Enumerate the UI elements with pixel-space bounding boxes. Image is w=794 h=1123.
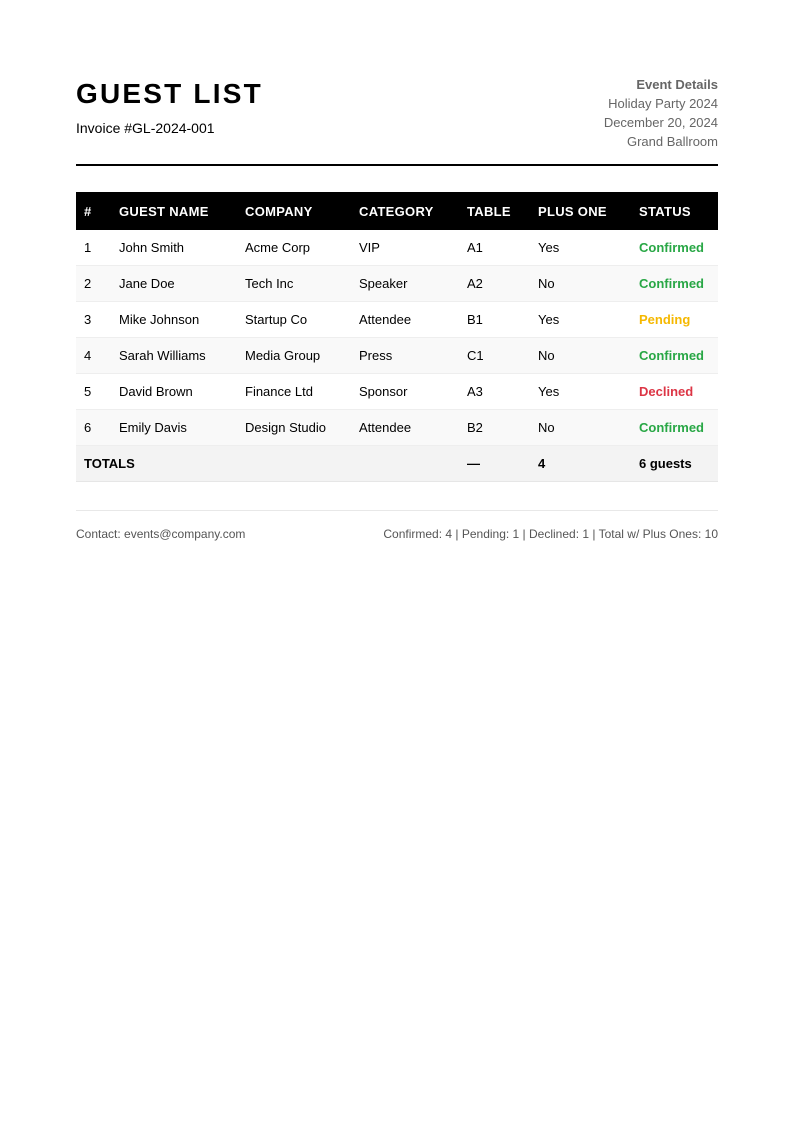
cell-number: 3 bbox=[76, 302, 111, 338]
cell-guest-name: John Smith bbox=[111, 230, 237, 266]
col-header-category: CATEGORY bbox=[359, 203, 434, 219]
event-venue: Grand Ballroom bbox=[626, 134, 718, 149]
cell-table: C1 bbox=[459, 338, 530, 374]
cell-number: 2 bbox=[76, 266, 111, 302]
event-details-heading: Event Details bbox=[636, 77, 718, 92]
status-summary: Confirmed: 4 | Pending: 1 | Declined: 1 | Total w/ Plus Ones: 10 bbox=[383, 527, 718, 541]
event-date: December 20, 2024 bbox=[603, 115, 718, 130]
cell-category: Sponsor bbox=[351, 374, 459, 410]
cell-plus-one: No bbox=[530, 410, 631, 446]
cell-company: Media Group bbox=[237, 338, 351, 374]
status-badge: Confirmed bbox=[631, 410, 718, 446]
cell-category: VIP bbox=[351, 230, 459, 266]
cell-table: B2 bbox=[459, 410, 530, 446]
document-header bbox=[76, 0, 718, 166]
cell-guest-name: Sarah Williams bbox=[111, 338, 237, 374]
totals-label: TOTALS bbox=[76, 446, 459, 482]
totals-table: — bbox=[459, 446, 530, 482]
cell-table: A2 bbox=[459, 266, 530, 302]
cell-category: Speaker bbox=[351, 266, 459, 302]
contact-info: Contact: events@company.com bbox=[76, 527, 246, 541]
cell-plus-one: Yes bbox=[530, 302, 631, 338]
table-row bbox=[76, 338, 718, 374]
status-badge: Declined bbox=[631, 374, 718, 410]
invoice-number: Invoice #GL-2024-001 bbox=[76, 120, 215, 136]
table-row bbox=[76, 302, 718, 338]
cell-company: Startup Co bbox=[237, 302, 351, 338]
cell-guest-name: Emily Davis bbox=[111, 410, 237, 446]
table-header-row bbox=[76, 192, 718, 230]
event-details bbox=[604, 75, 718, 151]
totals-plus-one: 4 bbox=[530, 446, 631, 482]
cell-plus-one: No bbox=[530, 338, 631, 374]
cell-company: Design Studio bbox=[237, 410, 351, 446]
cell-number: 4 bbox=[76, 338, 111, 374]
cell-company: Acme Corp bbox=[237, 230, 351, 266]
page-title: GUEST LIST bbox=[76, 78, 263, 109]
cell-plus-one: Yes bbox=[530, 374, 631, 410]
status-badge: Confirmed bbox=[631, 266, 718, 302]
cell-guest-name: Mike Johnson bbox=[111, 302, 237, 338]
col-header-number: # bbox=[84, 203, 92, 219]
guest-list-document bbox=[76, 0, 718, 541]
cell-number: 1 bbox=[76, 230, 111, 266]
table-row bbox=[76, 266, 718, 302]
cell-category: Attendee bbox=[351, 410, 459, 446]
col-header-plus-one: PLUS ONE bbox=[538, 203, 607, 219]
cell-table: A1 bbox=[459, 230, 530, 266]
cell-category: Attendee bbox=[351, 302, 459, 338]
cell-table: A3 bbox=[459, 374, 530, 410]
footer-divider bbox=[76, 510, 718, 511]
status-badge: Confirmed bbox=[631, 230, 718, 266]
col-header-guest-name: GUEST NAME bbox=[119, 203, 209, 219]
cell-number: 6 bbox=[76, 410, 111, 446]
table-row bbox=[76, 230, 718, 266]
status-badge: Confirmed bbox=[631, 338, 718, 374]
table-row bbox=[76, 374, 718, 410]
event-name: Holiday Party 2024 bbox=[608, 96, 718, 111]
cell-guest-name: Jane Doe bbox=[111, 266, 237, 302]
guest-table bbox=[76, 192, 718, 482]
totals-row bbox=[76, 446, 718, 482]
table-row bbox=[76, 410, 718, 446]
cell-number: 5 bbox=[76, 374, 111, 410]
cell-plus-one: Yes bbox=[530, 230, 631, 266]
cell-table: B1 bbox=[459, 302, 530, 338]
col-header-table: TABLE bbox=[467, 203, 511, 219]
cell-company: Tech Inc bbox=[237, 266, 351, 302]
cell-guest-name: David Brown bbox=[111, 374, 237, 410]
cell-category: Press bbox=[351, 338, 459, 374]
col-header-company: COMPANY bbox=[245, 203, 313, 219]
totals-guests: 6 guests bbox=[631, 446, 718, 482]
cell-company: Finance Ltd bbox=[237, 374, 351, 410]
col-header-status: STATUS bbox=[639, 203, 691, 219]
status-badge: Pending bbox=[631, 302, 718, 338]
cell-plus-one: No bbox=[530, 266, 631, 302]
